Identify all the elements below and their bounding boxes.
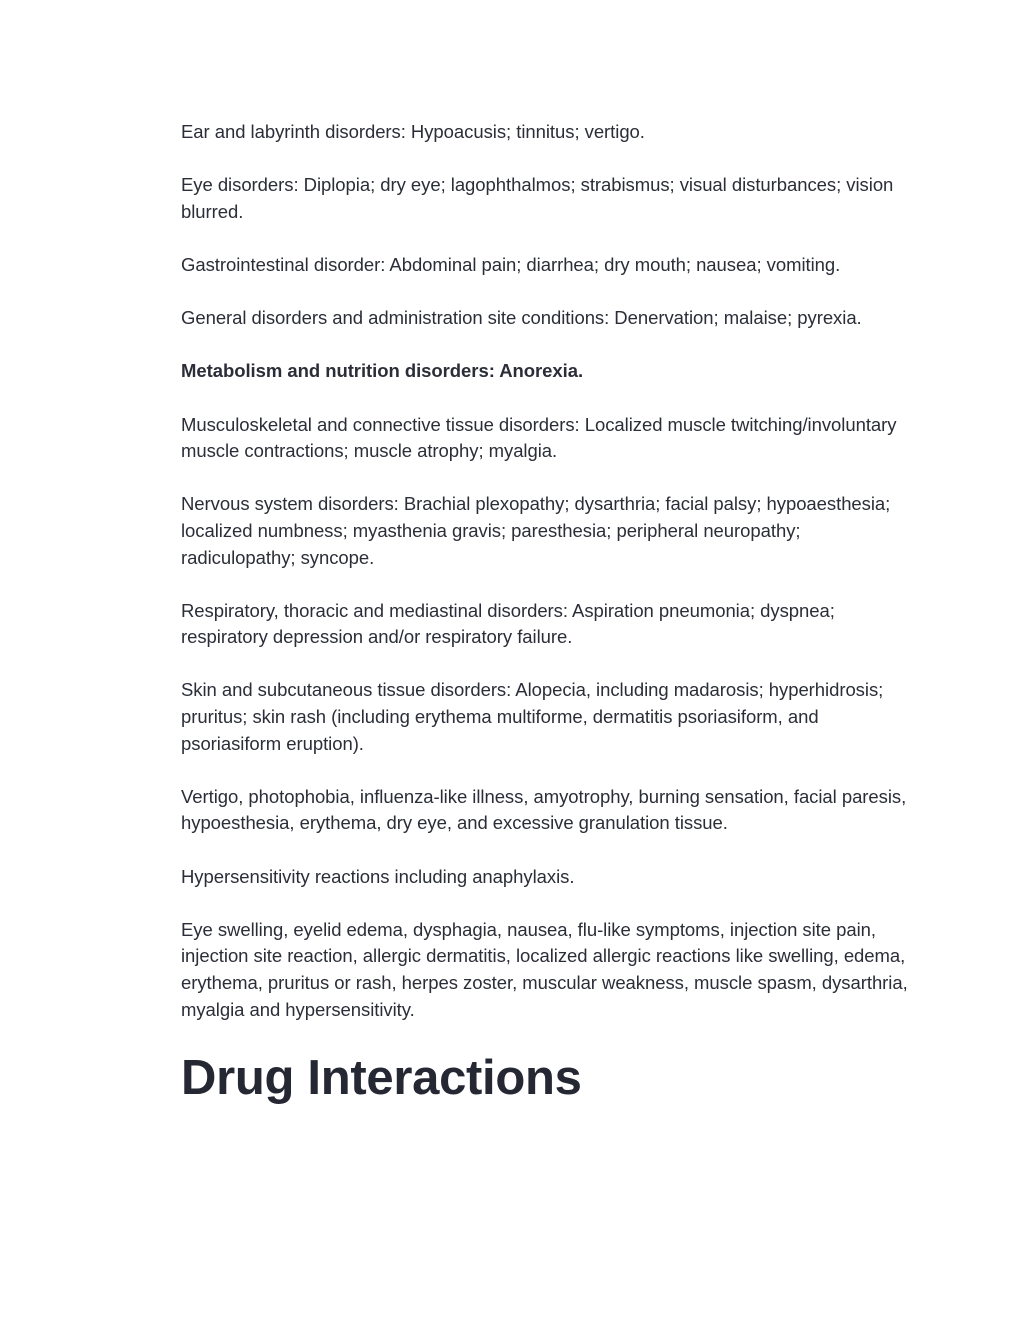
paragraph-metabolism-nutrition: Metabolism and nutrition disorders: Anorexia. [181, 360, 584, 382]
paragraph-musculoskeletal: Musculoskeletal and connective tissue disorders: Localized muscle twitching/involuntary muscle contractions; muscle atrophy; myalgia. [181, 413, 897, 462]
document-page [181, 119, 911, 1106]
section-heading: Drug Interactions [181, 1050, 582, 1105]
paragraph-ear-labyrinth: Ear and labyrinth disorders: Hypoacusis; tinnitus; vertigo. [181, 121, 645, 142]
paragraph-skin-subcutaneous: Skin and subcutaneous tissue disorders: Alopecia, including madarosis; hyperhidrosis; pruritus; skin rash (including erythema multiforme, dermatitis psoriasiform, and psoriasiform eruption). [181, 679, 884, 754]
paragraph-general-disorders: General disorders and administration site conditions: Denervation; malaise; pyrexia. [181, 307, 862, 329]
paragraph-respiratory: Respiratory, thoracic and mediastinal disorders: Aspiration pneumonia; dyspnea; respiratory depression and/or respiratory failure. [181, 599, 835, 648]
paragraph-gastrointestinal: Gastrointestinal disorder: Abdominal pain; diarrhea; dry mouth; nausea; vomiting. [181, 253, 841, 275]
paragraph-nervous-system: Nervous system disorders: Brachial plexopathy; dysarthria; facial palsy; hypoaesthesia; localized numbness; myasthenia gravis; paresthesia; peripheral neuropathy; radiculopathy; syncope. [181, 493, 891, 568]
paragraph-eye-disorders: Eye disorders: Diplopia; dry eye; lagophthalmos; strabismus; visual disturbances; vision blurred. [181, 174, 894, 222]
paragraph-postmarketing-list: Vertigo, photophobia, influenza-like illness, amyotrophy, burning sensation, facial paresis, hypoesthesia, erythema, dry eye, and excessive granulation tissue. [181, 785, 907, 834]
paragraph-hypersensitivity: Hypersensitivity reactions including anaphylaxis. [181, 865, 575, 887]
paragraph-eye-swelling-list: Eye swelling, eyelid edema, dysphagia, nausea, flu-like symptoms, injection site pain, injection site reaction, allergic dermatitis, localized allergic reactions like swelling, edema, erythema, pruritus or rash, herpes zoster, muscular weakness, muscle spasm, dysarthria, myalgia and hypersensitivity. [181, 918, 908, 1020]
